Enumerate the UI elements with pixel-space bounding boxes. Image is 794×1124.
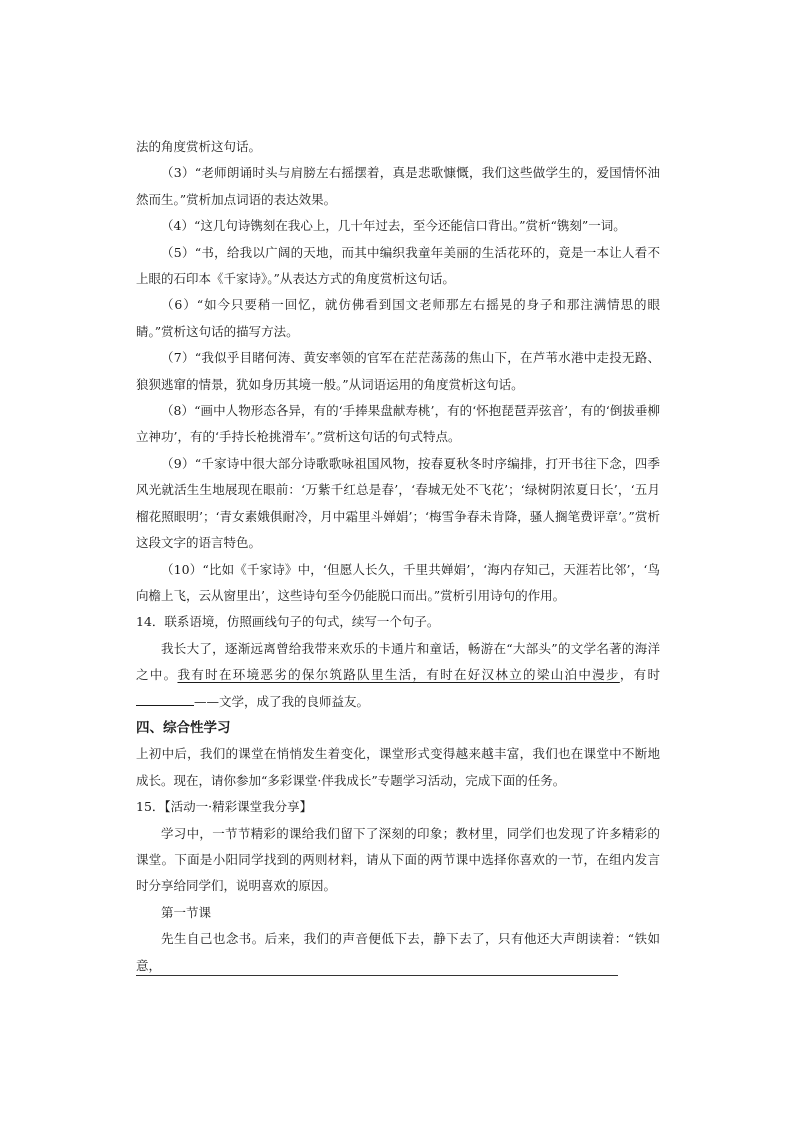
q14-passage-mid: ，有时 [619, 667, 660, 683]
lesson-1-text: 先生自己也念书。后来，我们的声音便低下去，静下去了，只有他还大声朗读着：“铁如意， [136, 931, 660, 973]
question-10: （10）“比如《千家诗》中，‘但愿人长久，千里共婵娟’，‘海内存知己，天涯若比邻’，‘鸟向檐上飞，云从窗里出’，这些诗句至今仍能脱口而出。”赏析引用诗句的作用。 [136, 561, 660, 603]
document-body [136, 134, 660, 979]
q14-passage-lead: 我长大了，逐渐远离曾给我带来欢乐的卡通片和童话，畅游在“大部头”的文学名著的海洋之中。 [136, 640, 660, 683]
question-14-passage [136, 636, 660, 715]
paragraph-intro: 法的角度赏析这句话。 [136, 139, 262, 154]
question-5: （5）“书，给我以广阔的天地，而其中编织我童年美丽的生活花环的，竟是一本让人看不上眼的石印本《千家诗》。”从表达方式的角度赏析这句话。 [136, 244, 660, 287]
question-7: （7）“我似乎目睹何涛、黄安率领的官军在茫茫荡荡的焦山下，在芦苇水港中走投无路、狼狈逃窜的情景，犹如身历其境一般。”从词语运用的角度赏析这句话。 [136, 350, 660, 392]
footer-rule [136, 975, 618, 976]
lesson-1-title: 第一节课 [161, 904, 212, 920]
section-4-heading: 四、综合性学习 [136, 719, 231, 736]
q14-underlined-sentence: 我有时在环境恶劣的保尔筑路队里生活，有时在好汉林立的梁山泊中漫步 [177, 667, 620, 683]
question-15-title: 15．【活动一·精彩课堂我分享】 [136, 799, 313, 815]
question-3: （3）“老师朗诵时头与肩膀左右摇摆着，真是悲歌慷慨，我们这些做学生的，爱国情怀油然而生。”赏析加点词语的表达效果。 [136, 165, 660, 207]
question-14-title: 14．联系语境，仿照画线句子的句式，续写一个句子。 [136, 614, 440, 630]
question-9: （9）“千家诗中很大部分诗歌歌咏祖国风物，按春夏秋冬时序编排，打开书往下念，四季风光就活生生地展现在眼前：‘万紫千红总是春’，‘春城无处不飞花’；‘绿树阴浓夏日长’，‘五月榴花照眼明’；‘青女素娥俱耐冷，月中霜里斗婵娟’；‘梅雪争春未肯降，骚人搁笔费评章’。”赏析这段文字的语言特色。 [136, 455, 660, 551]
question-4: （4）“这几句诗镌刻在我心上，几十年过去，至今还能信口背出。”赏析“镌刻”一词。 [161, 218, 626, 234]
q14-answer-blank[interactable] [136, 692, 194, 706]
q14-passage-end: ——文学，成了我的良师益友。 [194, 693, 370, 709]
question-8: （8）“画中人物形态各异，有的‘手捧果盘献寿桃’，有的‘怀抱琵琶弄弦音’，有的‘倒拔垂柳立神功’，有的‘手持长枪挑滑车’。”赏析这句话的句式特点。 [136, 403, 660, 445]
question-15-text: 学习中，一节节精彩的课给我们留下了深刻的印象；教材里，同学们也发现了许多精彩的课堂。下面是小阳同学找到的两则材料，请从下面的两节课中选择你喜欢的一节，在组内发言时分享给同学们，说明喜欢的原因。 [136, 825, 660, 894]
question-6: （6）“如今只要稍一回忆，就仿佛看到国文老师那左右摇晃的身子和那注满情思的眼睛。”赏析这句话的描写方法。 [136, 297, 660, 339]
section-4-intro: 上初中后，我们的课堂在悄悄发生着变化，课堂形式变得越来越丰富，我们也在课堂中不断地成长。现在，请你参加“多彩课堂·伴我成长”专题学习活动，完成下面的任务。 [136, 746, 660, 788]
